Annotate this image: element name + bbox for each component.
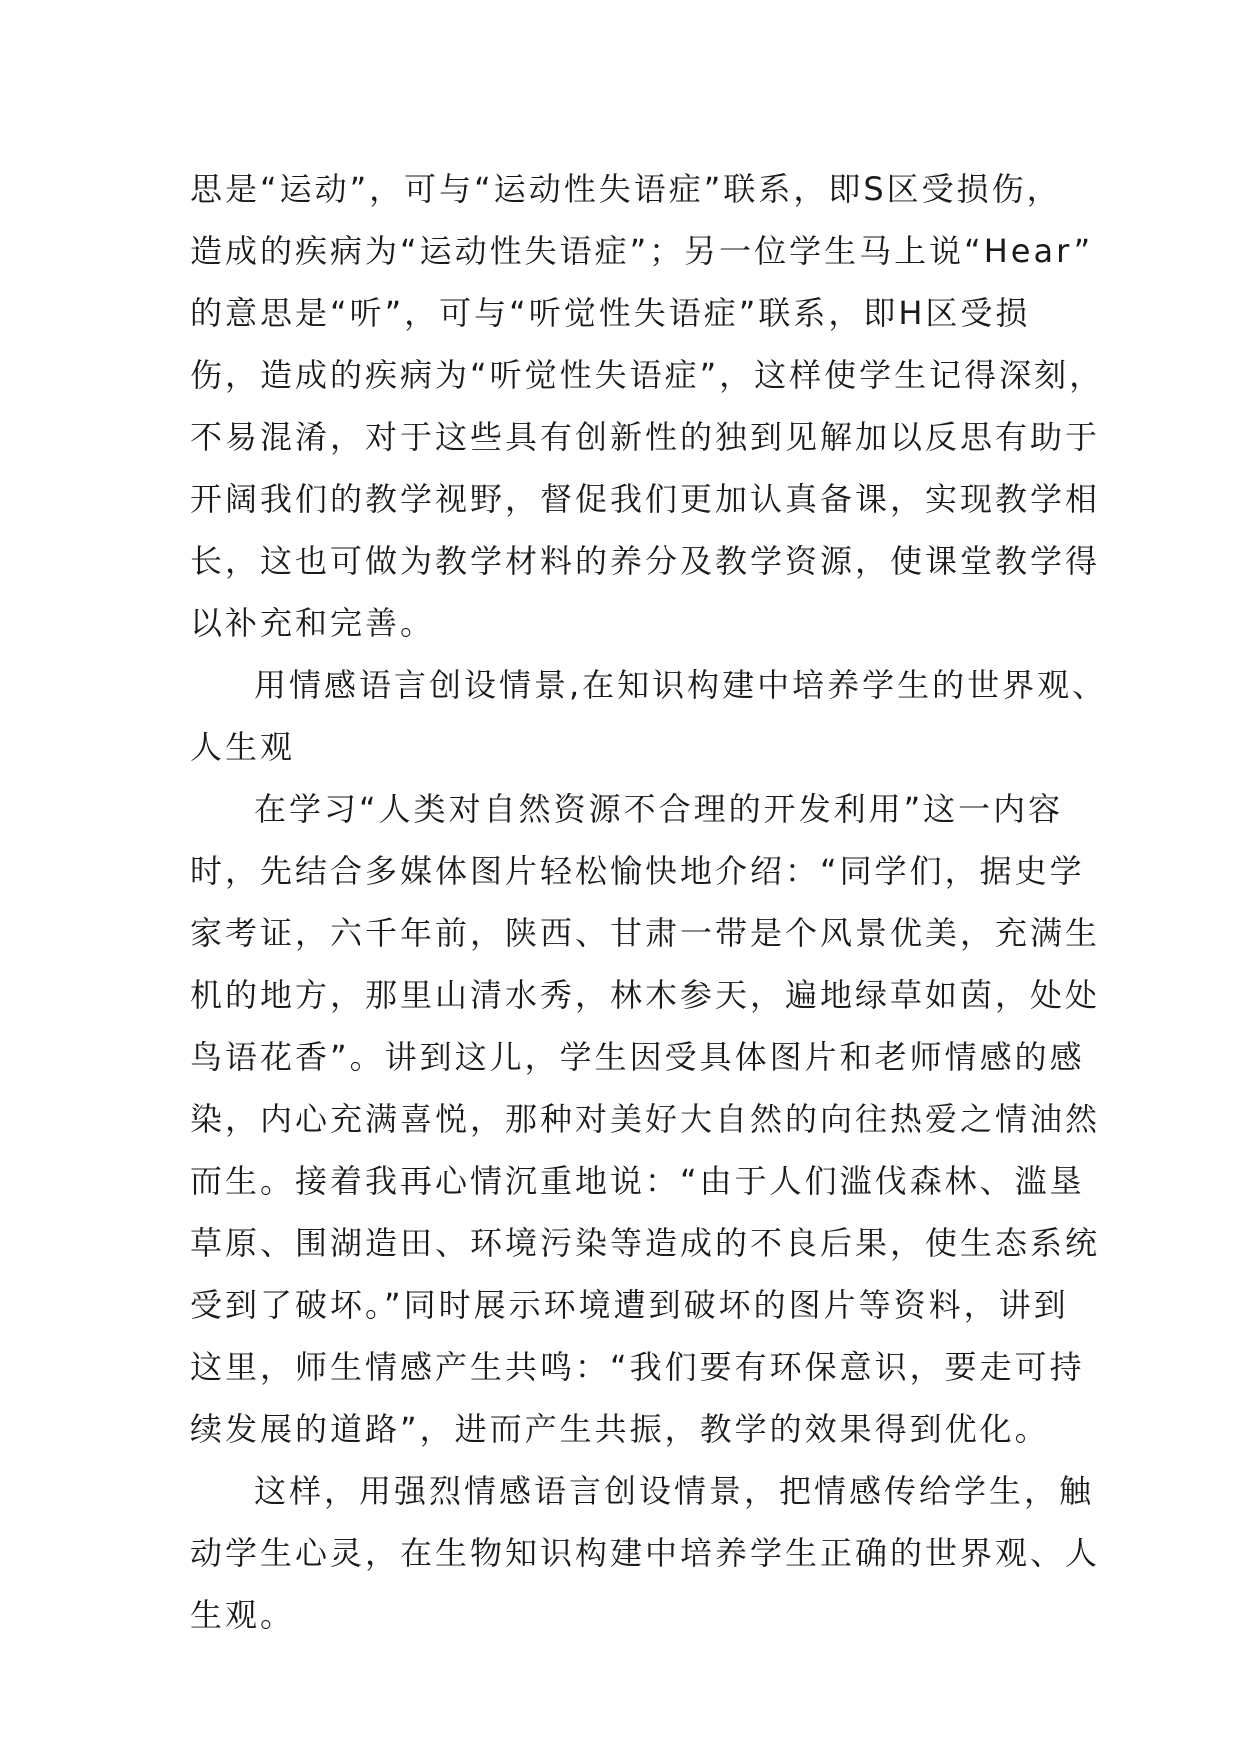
text-line: 长，这也可做为教学材料的养分及教学资源，使课堂教学得 bbox=[190, 542, 1101, 580]
text-line: 鸟语花香”。讲到这儿，学生因受具体图片和老师情感的感 bbox=[190, 1038, 1085, 1076]
text-line: 伤，造成的疾病为“听觉性失语症”，这样使学生记得深刻， bbox=[190, 356, 1105, 394]
text-line: 机的地方，那里山清水秀，林木参天，遍地绿草如茵，处处 bbox=[190, 976, 1101, 1014]
section-heading-line: 用情感语言创设情景,在知识构建中培养学生的世界观、 bbox=[254, 666, 1108, 704]
text-line: 而生。接着我再心情沉重地说：“由于人们滥伐森林、滥垦 bbox=[190, 1162, 1085, 1200]
text-line: 这样，用强烈情感语言创设情景，把情感传给学生，触 bbox=[254, 1472, 1095, 1510]
text-line: 造成的疾病为“运动性失语症”；另一位学生马上说“Hear” bbox=[190, 232, 1094, 270]
text-line: 这里，师生情感产生共鸣：“我们要有环保意识，要走可持 bbox=[190, 1348, 1085, 1386]
text-line: 续发展的道路”，进而产生共振，教学的效果得到优化。 bbox=[190, 1410, 1050, 1448]
text-line: 染，内心充满喜悦，那种对美好大自然的向往热爱之情油然 bbox=[190, 1100, 1101, 1138]
text-line: 家考证，六千年前，陕西、甘肃一带是个风景优美，充满生 bbox=[190, 914, 1101, 952]
text-line: 受到了破坏。”同时展示环境遭到破坏的图片等资料，讲到 bbox=[190, 1286, 1069, 1324]
text-line: 思是“运动”，可与“运动性失语症”联系，即S区受损伤， bbox=[190, 170, 1062, 208]
text-line: 草原、围湖造田、环境污染等造成的不良后果，使生态系统 bbox=[190, 1224, 1101, 1262]
section-heading-line: 人生观 bbox=[190, 728, 296, 766]
text-line: 的意思是“听”，可与“听觉性失语症”联系，即H区受损 bbox=[190, 294, 1031, 332]
text-line: 以补充和完善。 bbox=[190, 604, 436, 642]
text-line: 动学生心灵，在生物知识构建中培养学生正确的世界观、人 bbox=[190, 1534, 1101, 1572]
text-line: 不易混淆，对于这些具有创新性的独到见解加以反思有助于 bbox=[190, 418, 1101, 456]
text-line: 开阔我们的教学视野，督促我们更加认真备课，实现教学相 bbox=[190, 480, 1101, 518]
text-line: 生观。 bbox=[190, 1596, 296, 1634]
text-line: 时，先结合多媒体图片轻松愉快地介绍：“同学们，据史学 bbox=[190, 852, 1085, 890]
text-line: 在学习“人类对自然资源不合理的开发利用”这一内容 bbox=[254, 790, 1064, 828]
document-body bbox=[190, 158, 1108, 1646]
